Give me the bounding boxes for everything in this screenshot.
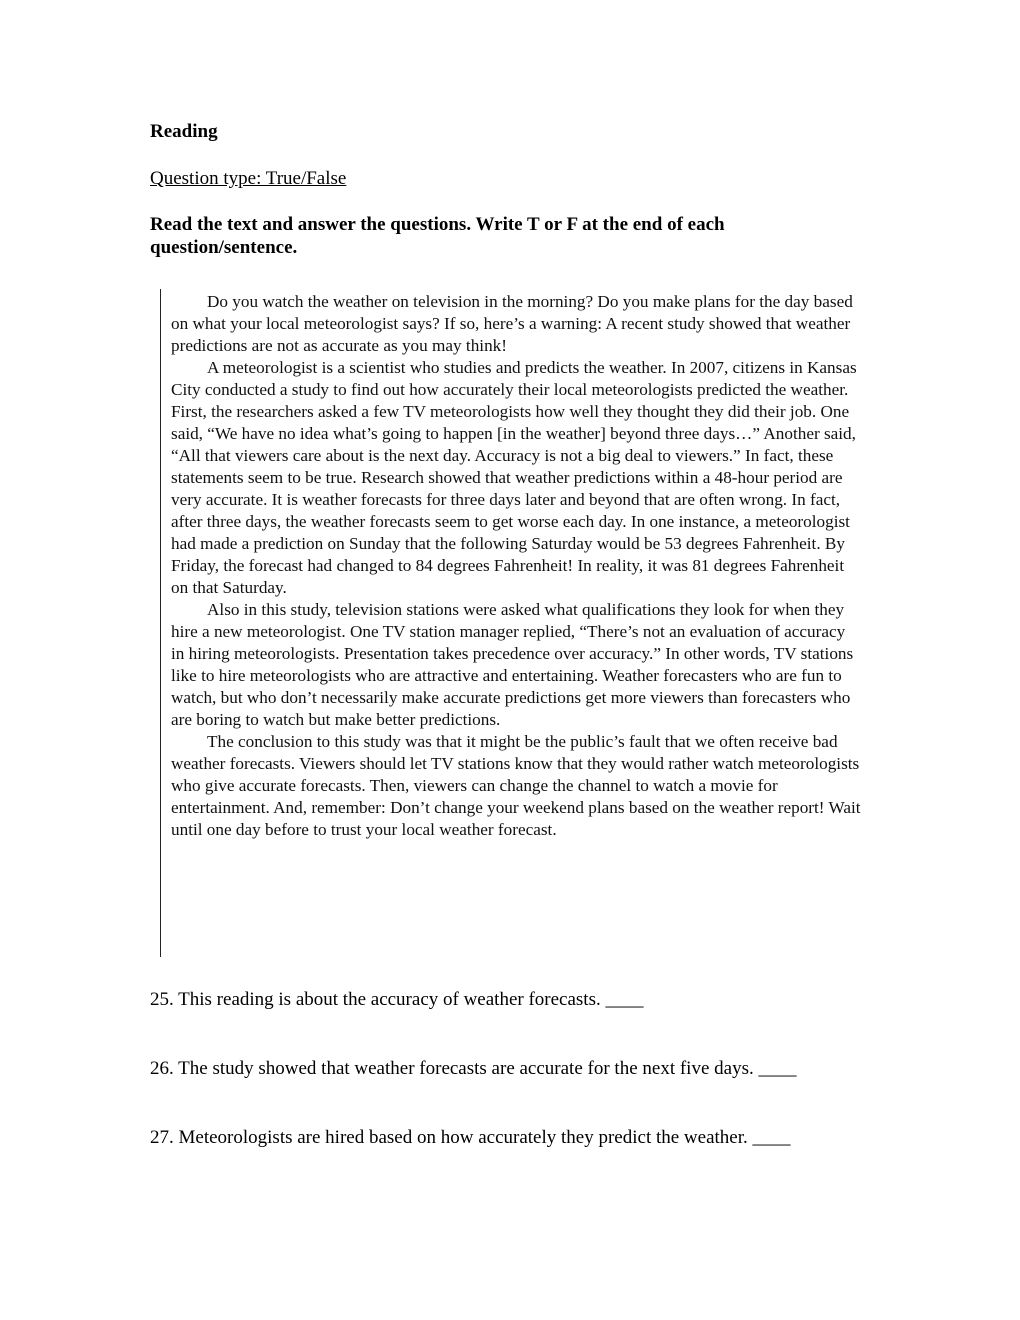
reading-passage [171, 291, 861, 841]
question-25: 25. This reading is about the accuracy of weather forecasts. ____ [150, 989, 644, 1010]
passage-paragraph-3: Also in this study, television stations were asked what qualifications they look for when they hire a new meteorologist. One TV station manager replied, “There’s not an evaluation of accuracy in hiring meteorologists. Presentation takes precedence over accuracy.” In other words, TV stations like to hire meteorologists who are attractive and entertaining. Weather forecasters who are fun to watch, but who don’t necessarily make accurate predictions get more viewers than forecasters who are boring to watch but make better predictions. [171, 600, 854, 729]
reading-passage-box [160, 289, 861, 957]
section-title: Reading [150, 121, 218, 142]
question-26: 26. The study showed that weather forecasts are accurate for the next five days. ____ [150, 1058, 797, 1079]
passage-paragraph-1: Do you watch the weather on television in the morning? Do you make plans for the day based on what your local meteorologist says? If so, here’s a warning: A recent study showed that weather predictions are not as accurate as you may think! [171, 292, 853, 355]
passage-paragraph-2: A meteorologist is a scientist who studies and predicts the weather. In 2007, citizens in Kansas City conducted a study to find out how accurately their local meteorologists predicted the weather. First, the researchers asked a few TV meteorologists how well they thought they did their job. One said, “We have no idea what’s going to happen [in the weather] beyond three days…” Another said, “All that viewers care about is the next day. Accuracy is not a big deal to viewers.” In fact, these statements seem to be true. Research showed that weather predictions within a 48-hour period are very accurate. It is weather forecasts for three days later and beyond that are often wrong. In fact, after three days, the weather forecasts seem to get worse each day. In one instance, a meteorologist had made a prediction on Sunday that the following Saturday would be 53 degrees Fahrenheit. By Friday, the forecast had changed to 84 degrees Fahrenheit! In reality, it was 81 degrees Fahrenheit on that Saturday. [171, 358, 857, 597]
question-type-label: Question type: True/False [150, 168, 347, 189]
instructions: Read the text and answer the questions. Write T or F at the end of each question/sentence. [150, 214, 725, 258]
question-27: 27. Meteorologists are hired based on how accurately they predict the weather. ____ [150, 1127, 791, 1148]
passage-paragraph-4: The conclusion to this study was that it might be the public’s fault that we often receive bad weather forecasts. Viewers should let TV stations know that they would rather watch meteorologists who give accurate forecasts. Then, viewers can change the channel to watch a movie for entertainment. And, remember: Don’t change your weekend plans based on the weather report! Wait until one day before to trust your local weather forecast. [171, 732, 861, 839]
